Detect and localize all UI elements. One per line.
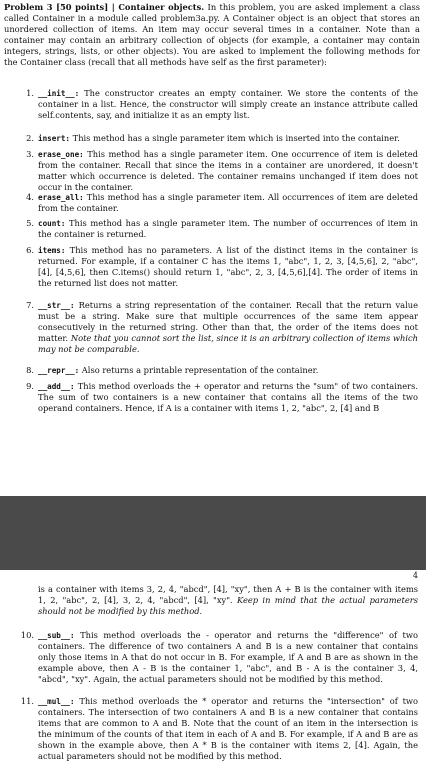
- item-body: [38, 88, 418, 121]
- method-name: __str__:: [38, 301, 75, 310]
- item-body: [38, 630, 418, 685]
- continuation-text: is a container with items 3, 2, 4, "abcd", [4], "xy", then A + B is the container with items 1, 2, "abc", 2, [4], 3, 2, 4, "abcd", [4], "xy".: [38, 584, 418, 605]
- item-number: 8.: [26, 365, 34, 375]
- method-name: items:: [38, 246, 66, 255]
- item-number: 1.: [26, 88, 34, 98]
- problem-intro: [4, 2, 420, 68]
- item-note: Note that you cannot sort the list, since it is an arbitrary collection of items which may not be comparable.: [38, 333, 419, 354]
- item-continuation: [38, 584, 418, 617]
- page-number: 4: [412, 571, 418, 580]
- item-text: This method has a single parameter item. One occurrence of item is deleted from the container. Recall that since the items in a container are unordered, it doesn't matter which occurrence is deleted. The container remains unchanged if item does not occur in the container.: [38, 149, 418, 192]
- continuation-note: Keep in mind that the actual parameters should not be modified by this method.: [38, 595, 419, 616]
- item-body: [38, 300, 418, 355]
- method-name: __sub__:: [38, 631, 75, 640]
- item-text: Also returns a printable representation of the container.: [81, 365, 319, 375]
- item-text: This method overloads the - operator and returns the "difference" of two containers. The difference of two containers A and B is a new container that contains only those items in A that do not occur in B. For example, if A and B are as shown in the example above, then A - B is the container 1, "abc", and B - A is the container 3, 4, "abcd", "xy". Again, the actual parameters should not be modified by this method.: [38, 630, 418, 684]
- item-text: This method overloads the * operator and returns the "intersection" of two containers. The intersection of two containers A and B is a new container that contains items that are common to A and B. Note that the count of an item in the intersection is the minimum of the counts of that item in each of A and B. For example, if A and B are as shown in the example above, then A * B is the container with items 2, [4]. Again, the actual parameters should not be modified by this method.: [38, 696, 419, 761]
- item-text: This method has a single parameter item which is inserted into the container.: [72, 133, 400, 143]
- method-name: erase_all:: [38, 193, 84, 202]
- item-number: 7.: [26, 300, 34, 310]
- item-body: [38, 245, 418, 289]
- item-text: This method overloads the + operator and returns the "sum" of two containers. The sum of two containers is a new container that contains all the items of the two operand containers. Hence, if A is a container with items 1, 2, "abc", 2, [4] and B: [38, 381, 418, 413]
- method-name: __mul__:: [38, 697, 75, 706]
- problem-intro-text: In this problem, you are asked implement a class called Container in a module called problem3a.py. A Container object is an object that stores an unordered collection of items. An item may occur several times in a container. Note than a container may contain an arbitrary collection of objects (for example, a container may contain integers, strings, lists, or other objects). You are asked to implement the following methods for the Container class (recall that all methods have self as the first parameter):: [4, 2, 420, 67]
- method-name: __add__:: [38, 382, 75, 391]
- item-number: 6.: [26, 245, 34, 255]
- item-text: This method has a single parameter item. The number of occurrences of item in the container is returned.: [38, 218, 419, 239]
- item-text: This method has a single parameter item. All occurrences of item are deleted from the container.: [38, 192, 419, 213]
- item-number: 10.: [20, 630, 34, 640]
- item-body: [38, 192, 418, 214]
- item-body: [38, 149, 418, 193]
- method-name: __repr__:: [38, 366, 80, 375]
- item-body: [38, 696, 418, 762]
- item-text: Returns a string representation of the container. Recall that the return value must be a string. Make sure that multiple occurrences of the same item appear consecutively in the returned string. Other than that, the order of the items does not matter.: [38, 300, 418, 343]
- item-text: This method has no parameters. A list of the distinct items in the container is returned. For example, if a container C has the items 1, "abc", 1, 2, 3, [4,5,6], 2, "abc", [4], [4,5,6], then C.items() should return 1, "abc", 2, 3, [4,5,6],[4]. The order of items in the returned list does not matter.: [38, 245, 419, 288]
- method-name: erase_one:: [38, 150, 84, 159]
- page-lower: [0, 570, 426, 776]
- item-number: 4.: [26, 192, 34, 202]
- item-number: 5.: [26, 218, 34, 228]
- item-number: 2.: [26, 133, 34, 143]
- item-number: 3.: [26, 149, 34, 159]
- method-name: insert:: [38, 134, 71, 143]
- item-number: 11.: [20, 696, 34, 706]
- method-name: count:: [38, 219, 66, 228]
- item-text: The constructor creates an empty container. We store the contents of the container in a list. Hence, the constructor will simply create an instance attribute called self.contents, say, and initialize it as an empty list.: [38, 88, 418, 120]
- page-break-divider: [0, 496, 426, 570]
- item-body: [38, 133, 418, 144]
- item-number: 9.: [26, 381, 34, 391]
- item-body: [38, 218, 418, 240]
- method-name: __init__:: [38, 89, 80, 98]
- item-body: [38, 381, 418, 414]
- problem-title: Problem 3 [50 points] | Container objects.: [4, 2, 205, 12]
- item-body: [38, 365, 418, 376]
